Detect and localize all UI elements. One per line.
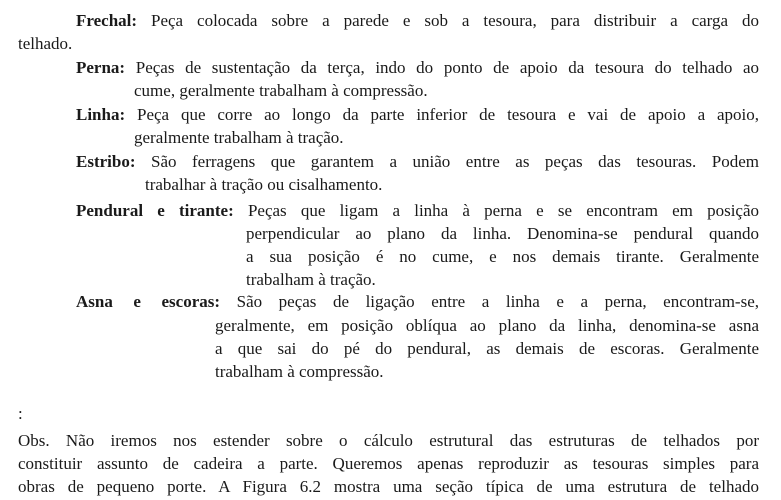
colon-mark: : xyxy=(18,404,23,423)
definition-asna-text-4: trabalham à compressão. xyxy=(215,362,384,381)
definition-perna-text-2: cume, geralmente trabalham à compressão. xyxy=(134,81,428,100)
term-frechal: Frechal: xyxy=(76,11,138,30)
definition-linha-text-2: geralmente trabalham à tração. xyxy=(134,128,344,147)
obs-line-2: constituir assunto de cadeira a parte. Queremos apenas reproduzir as tesouras simples para xyxy=(18,454,759,473)
term-pendural-tirante: Pendural e tirante: xyxy=(76,201,234,220)
definition-pendural-text-1: Peças que ligam a linha à perna e se encontram em posição xyxy=(247,201,759,220)
obs-line-3: obras de pequeno porte. A Figura 6.2 mostra uma seção típica de uma estrutura de telhado xyxy=(18,477,759,496)
definition-pendural-text-2: perpendicular ao plano da linha. Denomina-se pendural quando xyxy=(246,224,759,243)
definition-pendural-text-4: trabalham à tração. xyxy=(246,270,376,289)
term-estribo: Estribo: xyxy=(76,152,136,171)
definition-frechal-text-2: telhado. xyxy=(18,34,73,53)
definition-estribo-text-1: São ferragens que garantem a união entre as peças das tesouras. Podem xyxy=(151,152,759,171)
definition-estribo-text-2: trabalhar à tração ou cisalhamento. xyxy=(145,175,383,194)
definition-asna-text-2: geralmente, em posição oblíqua ao plano da linha, denomina-se asna xyxy=(215,316,759,335)
definition-frechal-text-1: Peça colocada sobre a parede e sob a tesoura, para distribuir a carga do xyxy=(151,11,759,30)
definition-linha-text-1: Peça que corre ao longo da parte inferior de tesoura e vai de apoio a apoio, xyxy=(137,105,759,124)
term-perna: Perna: xyxy=(76,58,126,77)
definition-pendural-text-3: a sua posição é no cume, e nos demais tirante. Geralmente xyxy=(246,247,759,266)
term-asna-escoras: Asna e escoras: xyxy=(76,292,221,311)
definition-asna-text-3: a que sai do pé do pendural, as demais de escoras. Geralmente xyxy=(215,339,759,358)
term-linha: Linha: xyxy=(76,105,126,124)
definition-asna-text-1: São peças de ligação entre a linha e a perna, encontram-se, xyxy=(236,292,759,311)
obs-line-1: Obs. Não iremos nos estender sobre o cálculo estrutural das estruturas de telhados por xyxy=(18,431,759,450)
definition-perna-text-1: Peças de sustentação da terça, indo do ponto de apoio da tesoura do telhado ao xyxy=(135,58,759,77)
